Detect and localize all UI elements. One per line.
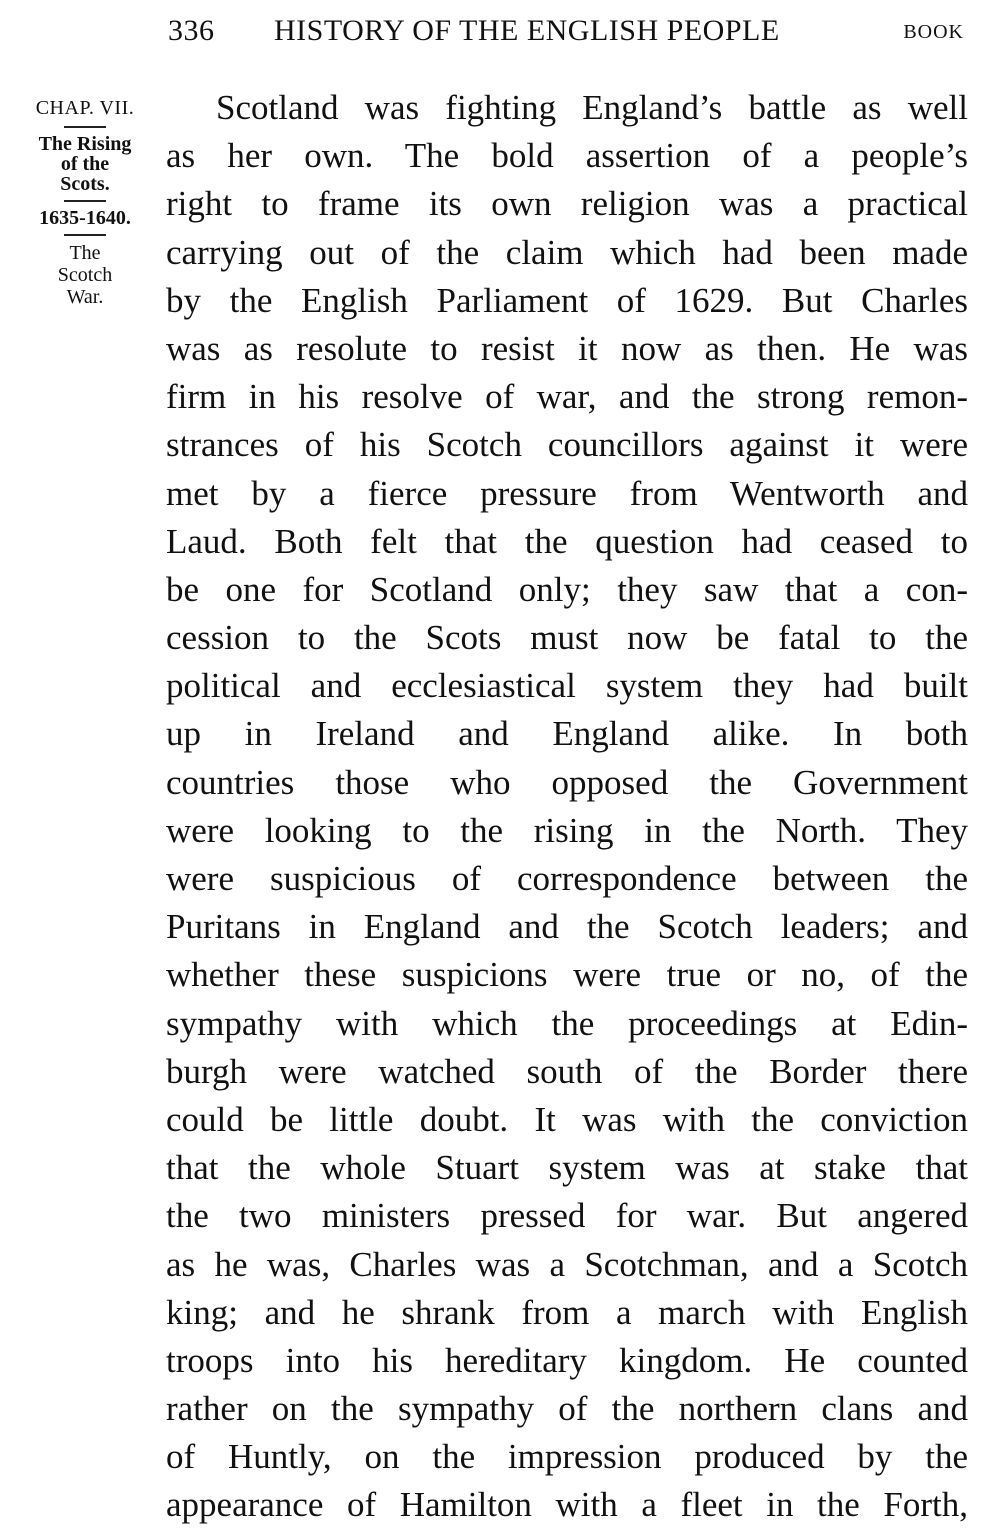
- book-label: BOOK: [903, 21, 964, 43]
- text-line: were looking to the rising in the North. They: [166, 810, 968, 850]
- text-line: Laud. Both felt that the question had ceased to: [166, 521, 968, 561]
- text-line: burgh were watched south of the Border there: [166, 1051, 968, 1091]
- text-line: appearance of Hamilton with a fleet in the Forth,: [166, 1485, 968, 1525]
- book-title: HISTORY OF THE ENGLISH PEOPLE: [274, 14, 780, 47]
- text-line: rather on the sympathy of the northern clans and: [166, 1389, 968, 1429]
- text-line: right to frame its own religion was a practical: [166, 184, 968, 224]
- topic-note: [12, 134, 158, 194]
- subtopic-note-line: War.: [66, 286, 104, 308]
- text-line: that the whole Stuart system was at stake that: [166, 1148, 968, 1188]
- text-line: firm in his resolve of war, and the strong remon-: [166, 377, 968, 417]
- divider: [64, 200, 106, 202]
- divider: [64, 126, 106, 128]
- divider: [64, 234, 106, 236]
- text-line: of Huntly, on the impression produced by the: [166, 1437, 968, 1477]
- subtopic-note-line: The: [69, 242, 101, 264]
- subtopic-note: [12, 242, 158, 308]
- text-line: cession to the Scots must now be fatal to the: [166, 618, 968, 658]
- body-paragraph: [166, 84, 968, 1530]
- text-line: were suspicious of correspondence between the: [166, 859, 968, 898]
- text-line: as her own. The bold assertion of a people’s: [166, 136, 968, 176]
- topic-note-line: of the: [60, 153, 110, 175]
- text-line: the two ministers pressed for war. But angered: [166, 1196, 968, 1236]
- text-line: king; and he shrank from a march with English: [166, 1292, 968, 1332]
- text-line: Scotland was fighting England’s battle as well: [216, 88, 968, 127]
- text-line: as he was, Charles was a Scotchman, and a Scotch: [166, 1244, 968, 1284]
- text-line: sympathy with which the proceedings at Edin-: [166, 1003, 968, 1043]
- margin-notes: [12, 96, 158, 308]
- topic-note-line: Scots.: [60, 173, 110, 195]
- text-line: troops into his hereditary kingdom. He counted: [166, 1340, 968, 1380]
- topic-note-line: The Rising: [38, 133, 132, 155]
- subtopic-note-line: Scotch: [57, 264, 113, 286]
- text-line: strances of his Scotch councillors against it were: [166, 425, 968, 465]
- text-line: met by a fierce pressure from Wentworth and: [166, 473, 968, 513]
- page-number: 336: [168, 14, 215, 47]
- date-range-note: 1635-1640.: [39, 207, 131, 229]
- text-line: countries those who opposed the Government: [166, 762, 968, 802]
- text-line: could be little doubt. It was with the conviction: [166, 1099, 968, 1139]
- text-line: carrying out of the claim which had been made: [166, 232, 968, 272]
- text-line: by the English Parliament of 1629. But Charles: [166, 280, 968, 320]
- text-line: be one for Scotland only; they saw that a con-: [166, 569, 968, 609]
- text-line: political and ecclesiastical system they had built: [166, 666, 968, 706]
- text-line: up in Ireland and England alike. In both: [166, 714, 968, 754]
- text-line: was as resolute to resist it now as then. He was: [166, 328, 968, 368]
- chapter-label: CHAP. VII.: [35, 97, 135, 119]
- text-line: whether these suspicions were true or no, of the: [166, 955, 968, 995]
- running-header: [168, 14, 968, 54]
- text-line: Puritans in England and the Scotch leaders; and: [166, 907, 968, 947]
